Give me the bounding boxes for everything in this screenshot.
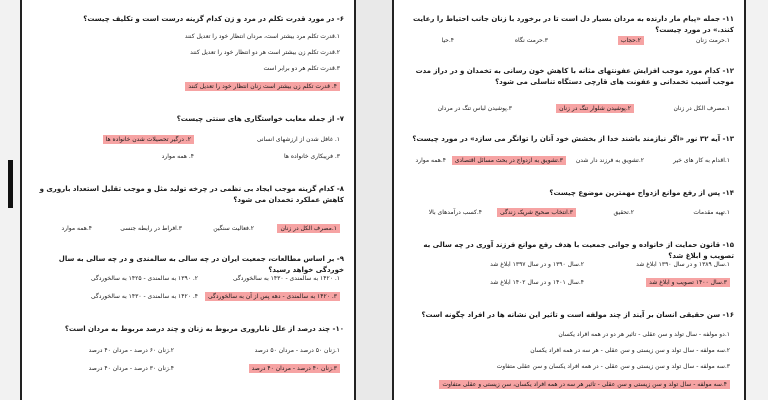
q14-option-2: ۲.تحقیق (613, 209, 634, 216)
q9-option-2: ۲. ۱۳۹۰ به سالمندی - ۱۴۲۵ به سالخوردگی (90, 275, 198, 282)
question-16: ۱۶- سن حقیقی انسان بر آیند از چند مولفه است و تاثیر این نشانه ها در افراد چگونه است؟ (421, 311, 734, 319)
q7-option-1: ۱. غافل شدن از ارزشهای انسانی (256, 136, 340, 143)
q8-option-2: ۲.فعالیت سنگین (213, 225, 254, 232)
question-12: ۱۲- کدام مورد موجب افزایش عفونتهای مثانه با کاهش خون رسانی به تخمدان و در دراز مدت موجب آسیب تخمدانی و عفونت های قارچی دستگاه تناسلی می شود؟ (415, 67, 734, 86)
question-7: ۷- از جمله معایب خواستگاری های سنتی چیست؟ (176, 115, 344, 123)
q13-option-2: ۲.تشویق به فرزند دار شدن (575, 157, 644, 164)
right-margin (746, 0, 768, 400)
q15-option-1: ۱.سال ۱۳۸۹ و در سال ۱۳۹۰ ابلاغ شد (636, 261, 730, 268)
q13-option-4: ۴.همه موارد (415, 157, 446, 164)
q15-option-2: ۲.سال ۱۳۹۰ و در سال ۱۳۹۷ ابلاغ شد (490, 261, 584, 268)
page-gutter (356, 0, 392, 400)
q12-option-1: ۱.مصرف الکل در زنان (673, 105, 730, 112)
q7-option-4: ۴. همه موارد (161, 153, 194, 160)
q12-option-2-answer: ۲.پوشیدن شلوار تنگ در زنان (556, 104, 634, 113)
q16-option-3: ۳.سه مولفه - سال تولد و سن زیستی و سن عقلی - در همه افراد یکسان و سن عقلی متفاوت (496, 363, 730, 370)
q16-option-4-answer: ۴.سه مولفه - سال تولد و سن زیستی و سن عقلی - تاثیر هر سه در همه افراد یکسان، سن زیستی و عقلی متفاوت (439, 380, 730, 389)
q9-option-3-answer: ۳. ۱۴۲۰ به سالمندی - دهه پس از آن به سالخوردگی (205, 292, 340, 301)
q14-option-3-answer: ۳.انتخاب صحیح شریک زندگی (497, 208, 576, 217)
q8-option-3: ۳.افراط در رابطه جنسی (120, 225, 182, 232)
q13-option-3-answer: ۳.تشویق به ازدواج در بحث مسائل اقتصادی (452, 156, 566, 165)
q6-option-1: ۱.قدرت تکلم مرد بیشتر است، مردان انتظار خود را تعدیل کنند (184, 33, 340, 40)
q9-option-1: ۱. ۱۴۲۰ به سالمندی - ۱۴۳۰ به سالخوردگی (232, 275, 340, 282)
q8-option-4: ۴.همه موارد (61, 225, 92, 232)
question-11: ۱۱- جمله «پیام مار دارنده به مردان بسیار دل است تا در برخورد با زنان جانب احتیاط را رعایت کنند.» در مورد چیست؟ (412, 15, 734, 34)
q6-option-4-answer: ۴. قدرت تکلم زن بیشتر است زنان انتظار خود را تعدیل کنند (185, 82, 340, 91)
q10-option-3-answer: ۳.زنان ۴۰ درصد - مردان ۴۰ درصد (249, 364, 340, 373)
q14-option-1: ۱.تهیه مقدمات (693, 209, 730, 216)
q6-option-3: ۳.قدرت تکلم هر دو برابر است (263, 65, 340, 72)
q14-option-4: ۴.کسب درآمدهای بالا (428, 209, 482, 216)
q16-option-2: ۲.سه مولفه - سال تولد و سن زیستی و سن عقلی - هر سه در همه افراد یکسان (530, 347, 730, 354)
question-8: ۸- کدام گزینه موجب ایجاد بی نظمی در چرخه تولید مثل و موجب تقلیل استعداد باروری و کاهش عملکرد تخمدان می شود؟ (39, 185, 344, 204)
q15-option-4: ۴.سال ۱۴۰۱ و در سال ۱۴۰۲ ابلاغ شد (490, 279, 584, 286)
q11-option-4: ۴.حیا (441, 37, 454, 44)
question-6: ۶- در مورد قدرت تکلم در مرد و زن کدام گزینه درست است و تکلیف چیست؟ (83, 15, 344, 23)
q16-option-1: ۱.دو مولفه - سال تولد و سن عقلی - تاثیر هر دو در همه افراد یکسان (558, 331, 730, 338)
q7-option-2-answer: ۲. درگیر تحصیلات شدن خانواده ها (103, 135, 194, 144)
q11-option-1: ۱.حرمت زنان (696, 37, 730, 44)
right-page (392, 0, 746, 400)
q15-option-3-answer: ۳.سال ۱۴۰۰ تصویب و ابلاغ شد (646, 278, 730, 287)
q6-option-2: ۲.قدرت تکلم زن بیشتر است هر دو انتظار خود را تعدیل کنند (190, 49, 340, 56)
q11-option-2-answer: ۲.حجاب (618, 36, 644, 45)
question-10: ۱۰- چند درصد از علل ناباروری مربوط به زنان و چند درصد مربوط به مردان است؟ (64, 325, 344, 333)
question-9: ۹- بر اساس مطالعات، جمعیت ایران در چه سالی به سالمندی و در چه سالی به سال خوردگی خواهد رسید؟ (58, 255, 344, 274)
page-edge-marker (8, 160, 13, 208)
q8-option-1-answer: ۱.مصرف الکل در زنان (277, 224, 340, 233)
question-14: ۱۴- پس از رفع موانع ازدواج مهمترین موضوع چیست؟ (549, 189, 734, 197)
q11-option-3: ۳.حرمت نگاه (514, 37, 548, 44)
q10-option-2: ۲.زنان ۶۰ درصد - مردان ۴۰ درصد (88, 347, 174, 354)
left-page (20, 0, 356, 400)
q10-option-4: ۴.زنان ۳۰ درصد - مردان ۴۰ درصد (88, 365, 174, 372)
q9-option-4: ۴. ۱۴۲۰ به سالمندی - ۱۴۳۰ به سالخوردگی (90, 293, 198, 300)
left-margin (0, 0, 20, 400)
q7-option-3: ۳. فریبکاری خانواده ها (283, 153, 340, 160)
q10-option-1: ۱.زنان ۵۰ درصد - مردان ۵۰ درصد (254, 347, 340, 354)
q13-option-1: ۱.اقدام به کار های خیر (673, 157, 730, 164)
question-13: ۱۳- آیه ۳۲ نور «اگر نیازمند باشند خدا از بخشش خود آنان را توانگر می سازد» در مورد چیست؟ (412, 135, 734, 143)
q12-option-3: ۳.پوشیدن لباس تنگ در مردان (437, 105, 512, 112)
question-15: ۱۵- قانون حمایت از خانواده و جوانی جمعیت با هدف رفع موانع فرزند آوری در چه سالی به تصویب و ابلاغ شد؟ (423, 241, 734, 260)
